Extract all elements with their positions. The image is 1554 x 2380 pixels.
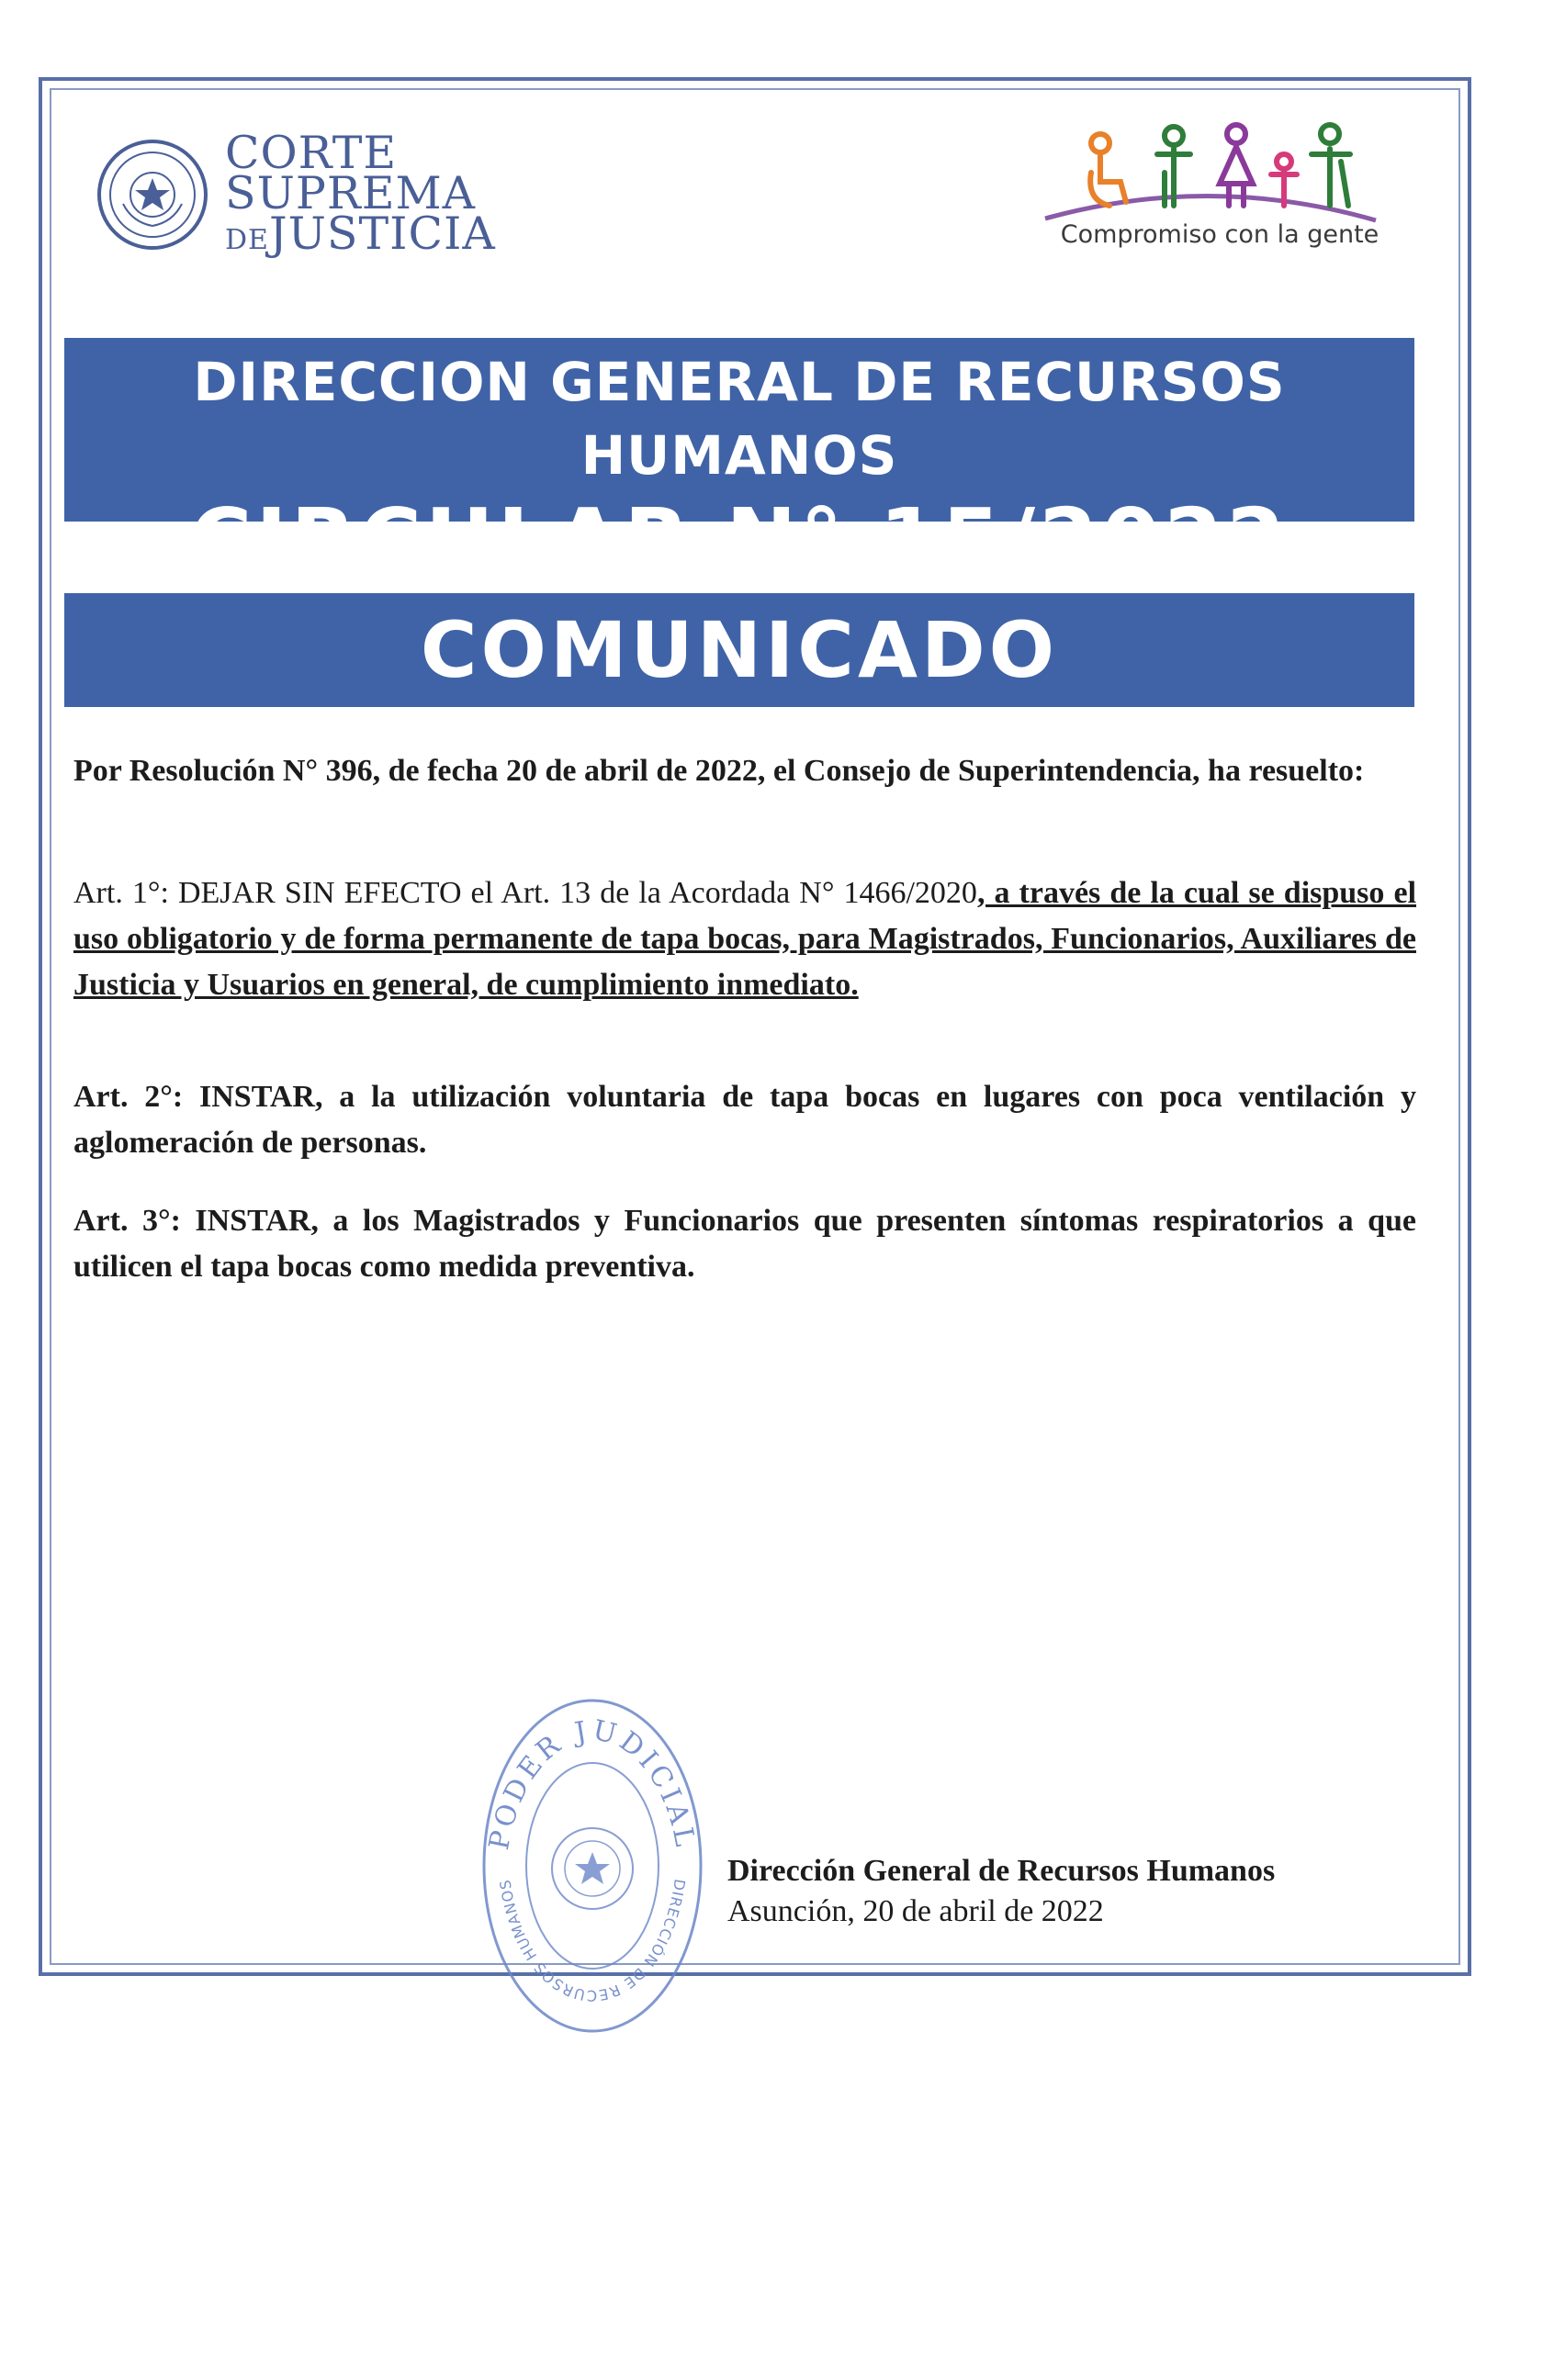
paraguay-seal-logo [96, 138, 209, 252]
comunicado-banner: COMUNICADO [64, 593, 1414, 707]
intro-paragraph: Por Resolución N° 396, de fecha 20 de abril de 2022, el Consejo de Superintendencia, ha resuelto: [73, 754, 1365, 788]
corte-suprema-wordmark [225, 127, 496, 261]
article-1 [73, 870, 1416, 1008]
article-3: Art. 3°: INSTAR, a los Magistrados y Funcionarios que presenten síntomas respiratorios a que utilicen el tapa bocas como medida preventiva. [73, 1204, 1416, 1284]
article-1-lead: Art. 1°: DEJAR SIN EFECTO el Art. 13 de la Acordada N° 1466/2020 [73, 876, 977, 910]
tagline: Compromiso con la gente [1060, 220, 1379, 249]
compromiso-people-logo [1036, 118, 1385, 228]
circular-number: CIRCULAR N° 15/2022 [189, 490, 1289, 589]
poder-judicial-stamp [478, 1694, 707, 2038]
csj-prefix: DE [225, 224, 269, 256]
stamp-ring-top: PODER JUDICIAL [483, 1713, 702, 1853]
csj-line-1: CORTE [225, 127, 398, 179]
stamp-ring-bottom: DIRECCIÓN DE RECURSOS HUMANOS [496, 1878, 689, 2004]
signature-place-date: Asunción, 20 de abril de 2022 [727, 1894, 1104, 1928]
article-2: Art. 2°: INSTAR, a la utilización voluntaria de tapa bocas en lugares con poca ventilación y aglomeración de personas. [73, 1080, 1416, 1160]
signature-office: Dirección General de Recursos Humanos [727, 1854, 1276, 1888]
svg-text:DIRECCIÓN DE RECURSOS HUMANOS [496, 1878, 689, 2004]
department-title: DIRECCION GENERAL DE RECURSOS HUMANOS [193, 351, 1286, 487]
csj-line-2: SUPREMA [225, 167, 477, 219]
svg-text:PODER JUDICIAL [483, 1714, 702, 1853]
csj-line-3: JUSTICIA [268, 208, 496, 260]
signature-block [727, 1851, 1275, 1932]
header-banner [64, 338, 1414, 589]
article-1-underlined: , a través de la cual se dispuso el uso obligatorio y de forma permanente de tapa bocas, para Magistrados, Funcionarios, Auxiliares de Justicia y Usuarios en general, de cumplimiento inmediato. [73, 876, 1417, 1002]
